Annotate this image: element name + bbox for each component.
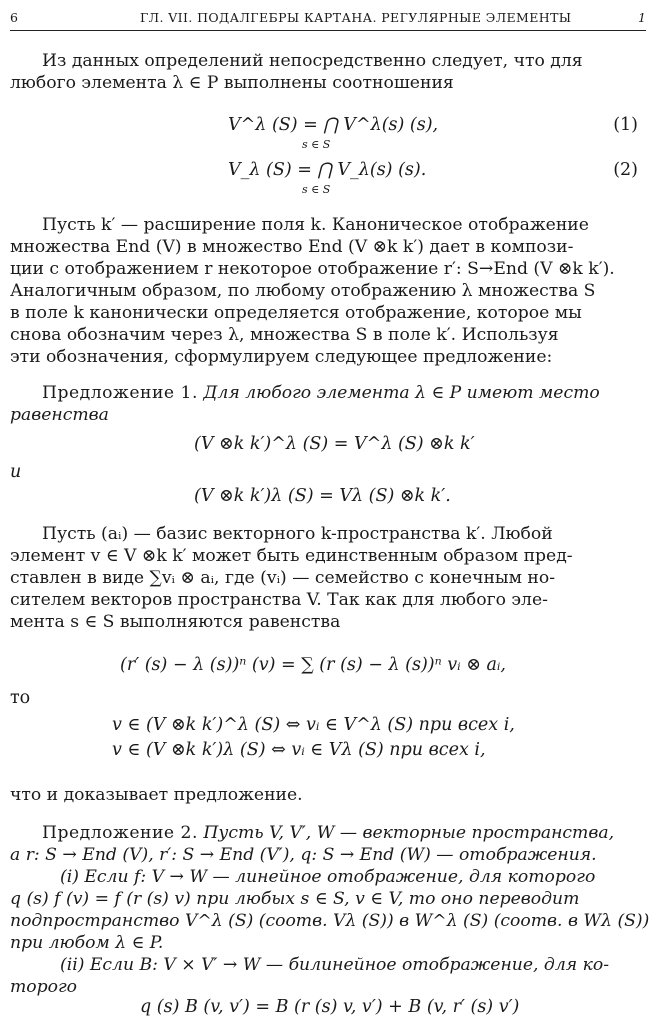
proof-equation: (r′ (s) − λ (s))ⁿ (v) = ∑ (r (s) − λ (s))ⁿ vᵢ ⊗ aᵢ, [120,655,506,675]
proof-equivalence-2: v ∈ (V ⊗k k′)λ (S) ⇔ vᵢ ∈ Vλ (S) при всех i, [112,740,486,760]
word-then: то [10,688,31,708]
ext-line-3: ции с отображением r некоторое отображение r′: S→End (V ⊗k k′). [10,259,615,279]
proof-equivalence-1: v ∈ (V ⊗k k′)^λ (S) ⇔ vᵢ ∈ V^λ (S) при всех i, [112,715,515,735]
proof-line-5: мента s ∈ S выполняются равенства [10,612,341,632]
proposition-1-equation-b: (V ⊗k k′)λ (S) = Vλ (S) ⊗k k′. [194,486,451,506]
ext-line-7: эти обозначения, сформулируем следующее предложение: [10,347,553,367]
page-number: 6 [10,10,18,25]
ext-line-5: в поле k канонически определяется отображение, которое мы [10,303,582,323]
proposition-1-equation-a: (V ⊗k k′)^λ (S) = V^λ (S) ⊗k k′ [194,434,475,454]
equation-1-index: s ∈ S [302,138,331,151]
equation-2-index: s ∈ S [302,183,331,196]
proposition-2-line-4: q (s) f (v) = f (r (s) v) при любых s ∈ S, v ∈ V, то оно переводит [10,889,580,909]
proposition-2-line-3: (i) Если f: V → W — линейное отображение, для которого [60,867,596,887]
conjunction-and: и [10,462,22,482]
ext-line-1: Пусть k′ — расширение поля k. Каноническое отображение [42,215,589,235]
extension-paragraph [10,214,636,368]
intro-line-1: Из данных определений непосредственно следует, что для [42,51,583,71]
proposition-1-label: Предложение 1. [42,383,198,403]
proposition-2 [10,822,650,998]
proposition-2-equation: q (s) B (v, v′) = B (r (s) v, v′) + B (v, r′ (s) v′) [140,997,520,1017]
proposition-2-line-8: торого [10,977,78,997]
proposition-2-line-1: Пусть V, V′, W — векторные пространства, [203,823,615,843]
equation-1: V^λ (S) = ⋂ V^λ(s) (s), [228,115,439,135]
proof-line-4: сителем векторов пространства V. Так как для любого эле- [10,590,548,610]
proposition-1-statement-2: равенства [10,405,109,425]
running-title: ГЛ. VII. ПОДАЛГЕБРЫ КАРТАНА. РЕГУЛЯРНЫЕ ЭЛЕМЕНТЫ [140,10,572,25]
proposition-2-line-2: a r: S → End (V), r′: S → End (V′), q: S → End (W) — отображения. [10,845,597,865]
proposition-2-line-6: при любом λ ∈ P. [10,933,164,953]
equation-1-number: (1) [613,115,638,135]
running-header [10,10,646,31]
ext-line-6: снова обозначим через λ, множества S в поле k′. Используя [10,325,559,345]
section-number: 1 [638,10,646,25]
proof-line-2: элемент v ∈ V ⊗k k′ может быть единственным образом пред- [10,546,573,566]
proposition-1 [10,382,636,426]
equation-2-number: (2) [613,160,638,180]
proposition-2-line-7: (ii) Если B: V × V′ → W — билинейное отображение, для ко- [60,955,610,975]
equation-2: V_λ (S) = ⋂ V_λ(s) (s). [228,160,427,180]
proof-closing: что и доказывает предложение. [10,785,303,805]
proof-line-1: Пусть (aᵢ) — базис векторного k-пространства k′. Любой [42,524,553,544]
ext-line-2: множества End (V) в множество End (V ⊗k k′) дает в компози- [10,237,574,257]
proposition-1-statement: Для любого элемента λ ∈ P имеют место [203,383,600,403]
ext-line-4: Аналогичным образом, по любому отображению λ множества S [10,281,596,301]
intro-paragraph [10,50,636,94]
proposition-2-label: Предложение 2. [42,823,198,843]
proof-paragraph [10,523,636,633]
proposition-2-line-5: подпространство V^λ (S) (соотв. Vλ (S)) в W^λ (S) (соотв. в Wλ (S)) [10,911,650,931]
proof-line-3: ставлен в виде ∑vᵢ ⊗ aᵢ, где (vᵢ) — семейство с конечным но- [10,568,556,588]
intro-line-2: любого элемента λ ∈ P выполнены соотношения [10,73,454,93]
